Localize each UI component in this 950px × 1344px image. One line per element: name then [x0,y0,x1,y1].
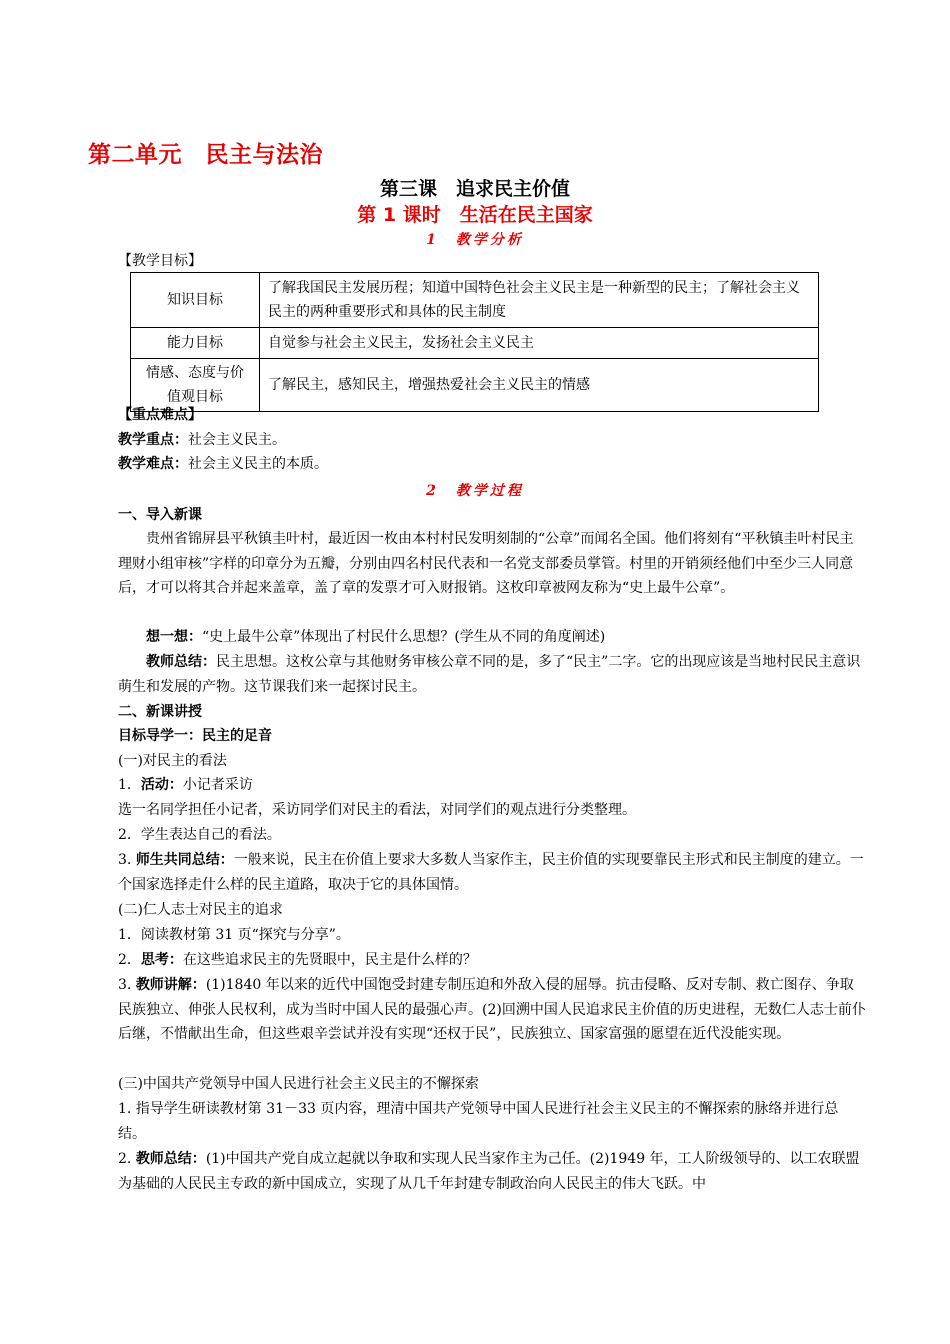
part1-title: 一、导入新课 [118,507,202,523]
sub2-title: (二)仁人志士对民主的追求 [118,902,283,918]
key-points-label: 【重点难点】 [118,407,202,423]
s1-item1-lead: 活动： [140,777,183,793]
s2-item2-num: 2． [118,952,141,968]
key-point-lead: 教学重点： [118,432,188,448]
s1-item1-text: 小记者采访 [182,777,253,793]
period-title: 第 1 课时 生活在民主国家 [357,204,593,226]
teacher-summary-1-lead: 教师总结： [146,654,216,670]
teacher-summary-1-text: 民主思想。这枚公章与其他财务审核公章不同的是，多了“民主”二字。它的出现应该是当地村民民主意识萌生和发展的产物。这节课我们来一起探讨民主。 [118,654,861,695]
section-heading-process: 2 教学过程 [426,483,524,499]
goal-value: 了解民主，感知民主，增强热爱社会主义民主的情感 [260,359,819,412]
goals-label: 【教学目标】 [118,253,202,269]
goal-value: 了解我国民主发展历程；知道中国特色社会主义民主是一种新型的民主；了解社会主义民主的两种重要形式和具体的民主制度 [260,273,819,328]
lesson-title: 第三课 追求民主价值 [379,178,570,200]
s2-item1: 1．阅读教材第 31 页“探究与分享”。 [118,927,350,943]
table-row [131,359,819,412]
sub3-title: (三)中国共产党领导中国人民进行社会主义民主的不懈探索 [118,1076,479,1092]
s3-item2 [118,1147,866,1196]
key-point [118,428,868,452]
s2-item2-text: 在这些追求民主的先贤眼中，民主是什么样的？ [182,952,477,968]
s2-item3-lead: 教师讲解： [135,977,206,993]
s3-item2-lead: 教师总结： [135,1151,206,1167]
goal-key: 能力目标 [131,328,260,359]
table-row [131,273,819,328]
s2-item3-num: 3. [118,977,136,993]
unit-title: 第二单元 民主与法治 [88,142,323,168]
goals-table [130,272,819,412]
intro-paragraph: 贵州省锦屏县平秋镇圭叶村，最近因一枚由本村村民发明刻制的“公章”而闻名全国。他们将刻有“平秋镇圭叶村民主理财小组审核”字样的印章分为五瓣，分别由四名村民代表和一名党支部委员掌管。村里的开销须经他们中至少三人同意后，才可以将其合并起来盖章，盖了章的发票才可入财报销。这枚印章被网友称为“史上最牛公章”。 [118,531,854,596]
difficult-point-text: 社会主义民主的本质。 [188,456,328,472]
s1-item1 [118,773,868,797]
s2-item3 [118,973,866,1047]
s1-item2: 2．学生表达自己的看法。 [118,827,281,843]
sub1-title: (一)对民主的看法 [118,753,227,769]
think-question [118,625,866,650]
goal-value: 自觉参与社会主义民主，发扬社会主义民主 [260,328,819,359]
teacher-summary-1 [118,650,866,699]
s2-item2-lead: 思考： [140,952,183,968]
s1-item3 [118,848,866,897]
s3-item1: 1. 指导学生研读教材第 31－33 页内容，理清中国共产党领导中国人民进行社会主义民主的不懈探索的脉络并进行总结。 [118,1101,839,1142]
s1-item1-desc: 选一名同学担任小记者，采访同学们对民主的看法，对同学们的观点进行分类整理。 [118,802,636,818]
s3-item2-text: (1)中国共产党自成立起就以争取和实现人民当家作主为己任。(2)1949 年，工人阶级领导的、以工农联盟为基础的人民民主专政的新中国成立，实现了从几千年封建专制政治向人民民主的伟大飞跃。中 [118,1151,860,1192]
goal1-title: 目标导学一：民主的足音 [118,728,272,744]
s3-item2-num: 2. [118,1151,136,1167]
s2-item2 [118,948,868,972]
think-text: “史上最牛公章”体现出了村民什么思想？(学生从不同的角度阐述) [202,629,606,645]
s2-item3-text: (1)1840 年以来的近代中国饱受封建专制压迫和外敌入侵的屈辱。抗击侵略、反对专制、救亡图存、争取民族独立、伸张人民权利，成为当时中国人民的最强心声。(2)回溯中国人民追求民主价值的历史进程，无数仁人志士前仆后继，不惜献出生命，但这些艰辛尝试并没有实现“还权于民”，民族独立、国家富强的愿望在近代没能实现。 [118,977,866,1042]
s1-item3-text: 一般来说，民主在价值上要求大多数人当家作主，民主价值的实现要靠民主形式和民主制度的建立。一个国家选择走什么样的民主道路，取决于它的具体国情。 [118,852,864,893]
s1-item3-num: 3. [118,852,136,868]
goal-key: 情感、态度与价值观目标 [131,359,260,412]
think-lead: 想一想： [146,629,202,645]
table-row [131,328,819,359]
key-point-text: 社会主义民主。 [188,432,286,448]
goal-key: 知识目标 [131,273,260,328]
difficult-point-lead: 教学难点： [118,456,188,472]
section-heading-analysis: 1 教学分析 [426,232,524,248]
s1-item1-num: 1． [118,777,141,793]
s1-item3-lead: 师生共同总结： [135,852,234,868]
part2-title: 二、新课讲授 [118,704,202,720]
difficult-point [118,452,868,476]
